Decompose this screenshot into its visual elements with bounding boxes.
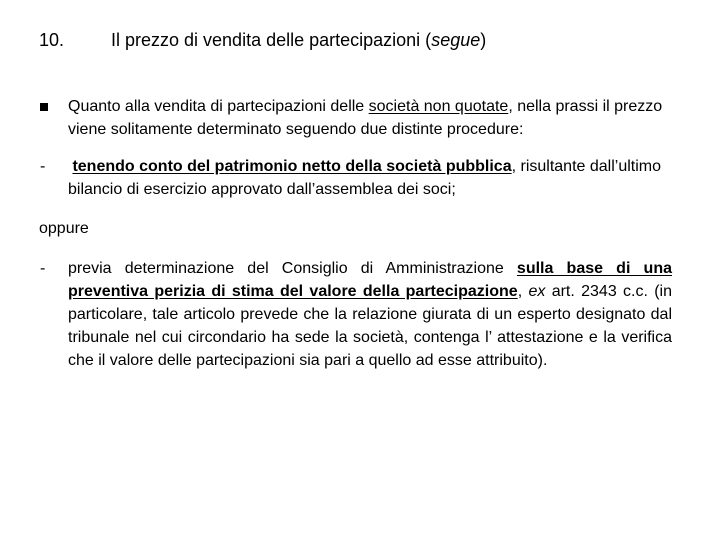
dash-marker: - bbox=[40, 260, 46, 277]
bullet-underlined-text: società non quotate bbox=[368, 98, 509, 115]
item2-text-end: art. 2343 c.c. (in particolare, tale articolo prevede che la relazione giurata di un esperto designato dal tribunale nel cui circondario ha sede la società, contenga l’ attestazione e la verifica che il valore delle partecipazioni sia pari a quello ad esse attribuito). bbox=[68, 283, 673, 369]
title-text-end: ) bbox=[480, 30, 487, 50]
dash-marker: - bbox=[40, 158, 46, 175]
item1-text-end: , risultante dall’ultimo bilancio di esercizio approvato dall’assemblea dei soci; bbox=[68, 158, 662, 198]
item2-text-start: previa determinazione del Consiglio di Amministrazione bbox=[68, 260, 517, 277]
item1-underlined-text: tenendo conto del patrimonio netto della società pubblica bbox=[72, 158, 512, 175]
item2-text-mid: , bbox=[517, 283, 529, 300]
title-number: 10. bbox=[39, 30, 65, 50]
bullet-text-end: , nella prassi il prezzo viene solitamente determinato seguendo due distinte procedure: bbox=[68, 98, 663, 138]
bullet-paragraph bbox=[68, 95, 674, 141]
title-text bbox=[111, 28, 486, 52]
item2-underlined-text: sulla base di una preventiva perizia di stima del valore della partecipazione bbox=[68, 260, 672, 300]
list-item-perizia bbox=[68, 257, 672, 372]
item2-italic-ex: ex bbox=[528, 283, 546, 300]
list-item-patrimonio bbox=[68, 155, 674, 201]
title-text-italic: segue bbox=[431, 30, 481, 50]
square-bullet-icon bbox=[40, 103, 48, 111]
title-text-start: Il prezzo di vendita delle partecipazioni ( bbox=[111, 30, 432, 50]
bullet-text-start: Quanto alla vendita di partecipazioni delle bbox=[68, 98, 369, 115]
oppure-label: oppure bbox=[39, 220, 89, 237]
